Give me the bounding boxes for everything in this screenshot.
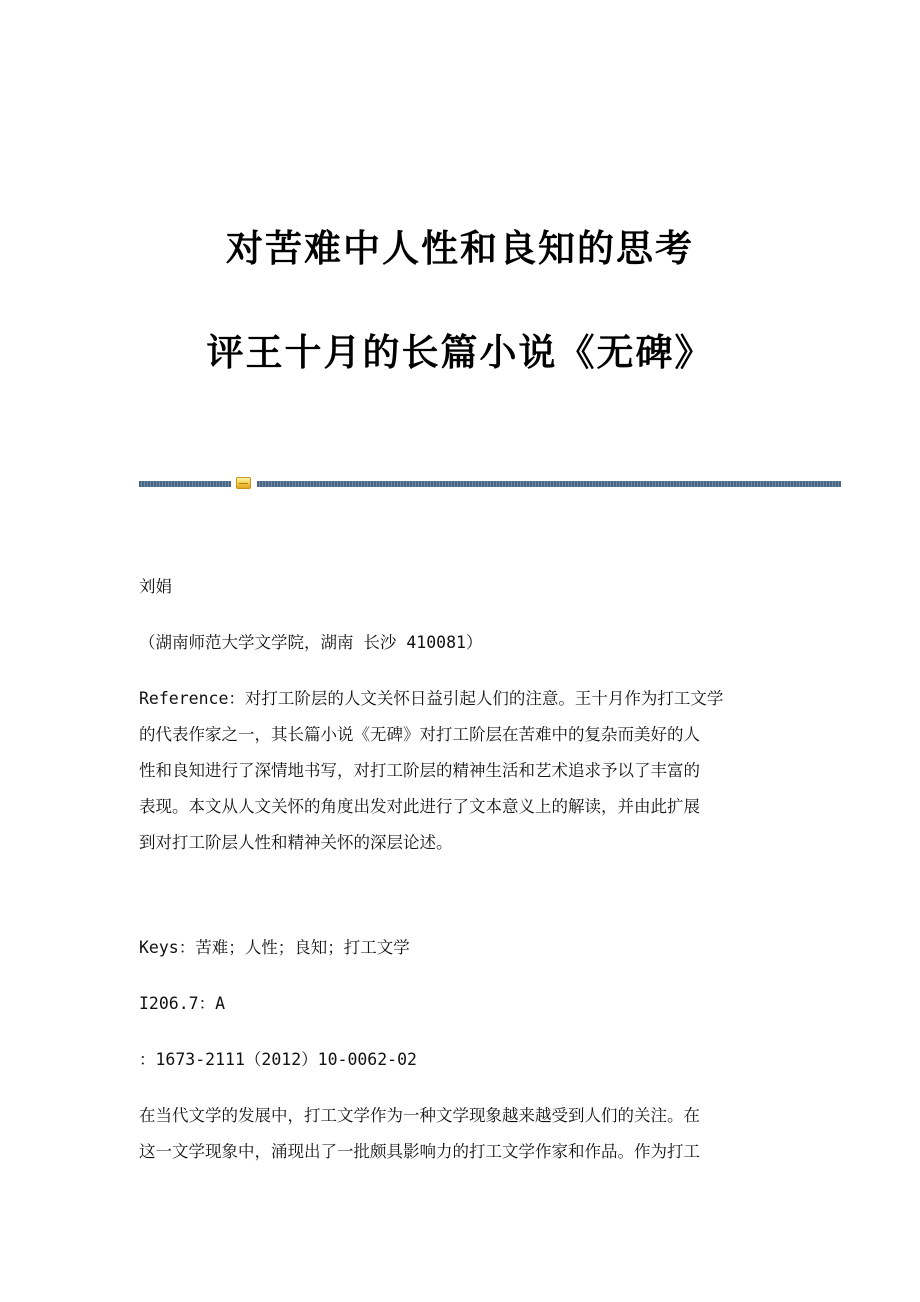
body-text: [139, 1098, 789, 1170]
keywords: Keys：苦难；人性；良知；打工文学: [139, 938, 410, 957]
divider-emblem-icon: [236, 477, 251, 489]
page-title: 对苦难中人性和良知的思考: [226, 226, 694, 270]
title-divider: [139, 476, 841, 492]
author-affiliation: （湖南师范大学文学院，湖南 长沙 410081）: [139, 633, 483, 652]
classification-code: I206.7：A: [139, 994, 226, 1013]
divider-bar-right: [257, 481, 841, 487]
divider-bar-left: [139, 481, 231, 487]
author-name: 刘娟: [139, 577, 172, 596]
body-line: 这一文学现象中，涌现出了一批颇具影响力的打工文学作家和作品。作为打工: [139, 1142, 700, 1161]
abstract-line: Reference：对打工阶层的人文关怀日益引起人们的注意。王十月作为打工文学: [139, 689, 724, 708]
abstract-line: 的代表作家之一，其长篇小说《无碑》对打工阶层在苦难中的复杂而美好的人: [139, 725, 700, 744]
abstract-line: 表现。本文从人文关怀的角度出发对此进行了文本意义上的解读，并由此扩展: [139, 797, 700, 816]
page-subtitle: 评王十月的长篇小说《无碑》: [206, 330, 714, 374]
body-line: 在当代文学的发展中，打工文学作为一种文学现象越来越受到人们的关注。在: [139, 1106, 700, 1125]
abstract-line: 到对打工阶层人性和精神关怀的深层论述。: [139, 833, 453, 852]
abstract-line: 性和良知进行了深情地书写，对打工阶层的精神生活和艺术追求予以了丰富的: [139, 761, 700, 780]
abstract: [139, 681, 789, 861]
issn-info: ：1673-2111（2012）10-0062-02: [139, 1050, 417, 1069]
